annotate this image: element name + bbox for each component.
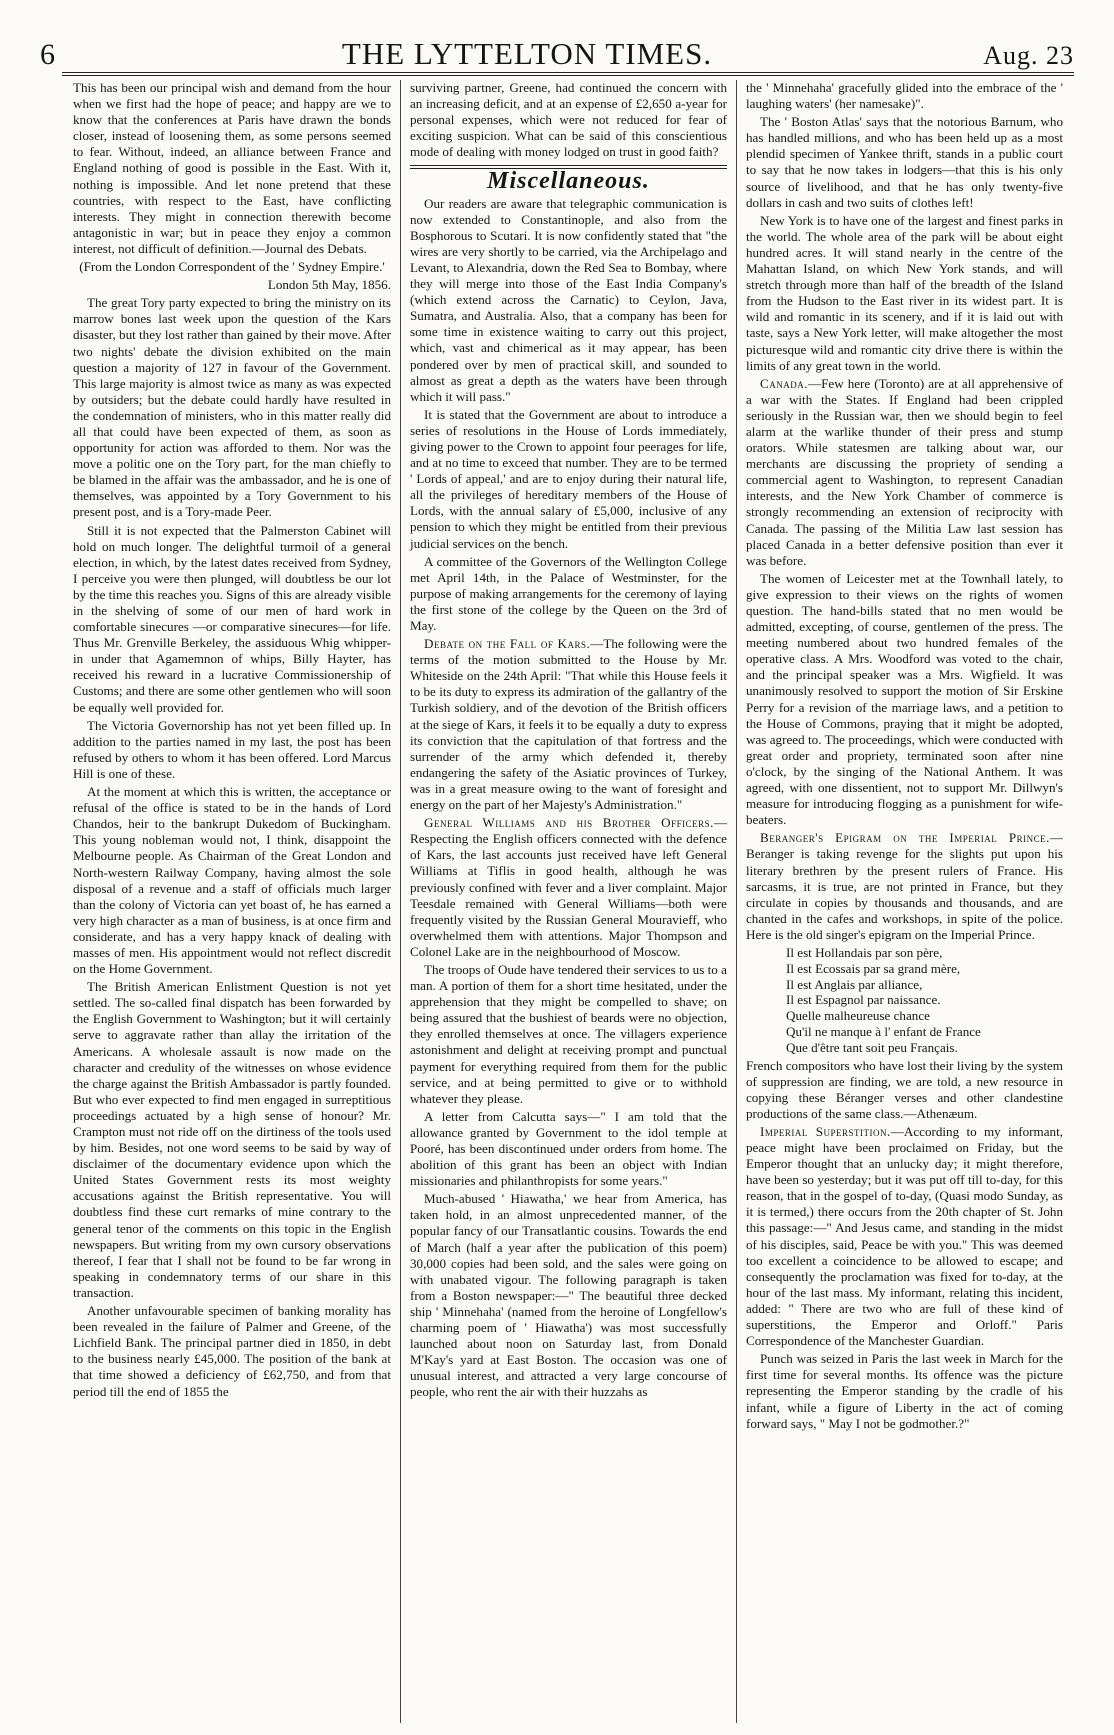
article-paragraph: [410, 815, 727, 960]
paragraph-body: —Beranger is taking revenge for the slights put upon his literary brethren by the present rulers of France. His sarcasms, it is true, are not printed in France, but they circulate in copies by thousands and thousands, and are chanted in the cafes and workshops, in spite of the police. Here is the old singer's epigram on the Imperial Prince.: [746, 830, 1063, 942]
paragraph-lead: General Williams and his Brother Officers.: [424, 815, 714, 831]
section-heading: Miscellaneous.: [487, 168, 650, 195]
page-number: 6: [40, 38, 55, 71]
article-paragraph: At the moment at which this is written, the acceptance or refusal of the office is stated to be in the hands of Lord Chandos, heir to the bankrupt Dukedom of Buckingham. This young nobleman would not, I think, disappoint the Melbourne people. As Chairman of the Great London and North-western Railway Company, having almost the sole disposal of a revenue and a staff of officials much larger than the colony of Victoria can yet boast of, he has earned a very high character as a man of business, is at once firm and considerate, and has a very happy knack of dealing with masses of men. His appointment would not reflect discredit on the Home Government.: [73, 784, 391, 977]
article-paragraph: [746, 830, 1063, 943]
paragraph-body: —Respecting the English officers connected with the defence of Kars, the last accounts just received have left General Williams at Tiflis in good health, although he was previously confined with fever and a liver complaint. Major Teesdale remained with General Williams—both were frequently visited by the Russian General Mouravieff, who overwhelmed them with attentions. Major Thompson and Colonel Lake are in the neighbourhood of Moscow.: [410, 815, 727, 959]
paragraph-body: —According to my informant, peace might have been proclaimed on Friday, but the Emperor thought that an unlucky day; it might therefore, have been so yesterday; but it was put off till to-day, for this reason, that in the gospel of to-day, (Quasi modo Sunday, as it is termed,) there occurs from the 20th chapter of St. John this passage:—" And Jesus came, and standing in the midst of his disciples, said, Peace be with you." This was deemed too excellent a coincidence to be allowed to escape; and consequently the proclamation was fixed for to-day, at the hour of the last mass. My informant, relating this incident, added: " There are two who are full of these kind of superstitions, the Emperor and Orloff." Paris Correspondence of the Manchester Guardian.: [746, 1123, 1063, 1349]
poem-line: Il est Espagnol par naissance.: [786, 992, 941, 1008]
article-paragraph: The ' Boston Atlas' says that the notorious Barnum, who has handled millions, and who has been held up as a most plendid specimen of Yankee thrift, stands in a public court to say that he now takes in lodgers—that this is his only source of livelihood, and that he has only twenty-five dollars in cash and two suits of clothes left!: [746, 114, 1063, 210]
column-1: [64, 80, 400, 1723]
poem-line: Qu'il ne manque à l' enfant de France: [786, 1023, 981, 1039]
column-3: [736, 80, 1072, 1723]
article-paragraph: [410, 636, 727, 813]
article-paragraph: The British American Enlistment Question is not yet settled. The so-called final dispatch has been forwarded by the English Government to Washington; but it will certainly serve to aggravate rather than allay the irritation of the Americans. A wholesale assault is now made on the character and credulity of the witnesses on whose evidence the charge against the British Ambassador is partly founded. But who ever expected to find men engaged in surreptitious proceedings actuated by a high sense of honour? Mr. Crampton must not ride off on the dirtiness of the tools used by him. Besides, not one word seems to be said by way of disclaimer of the documentary evidence upon which the United States Government rests its most weighty accusations against the British representative. You will doubtless find these curt remarks of mine contrary to the general tenor of the comments on this topic in the English newspapers. But writing from my own cursory observations thereof, I fear that I shall not be found to be far wrong in speaking in condemnatory terms of our share in this transaction.: [73, 979, 391, 1300]
masthead-rule: [62, 72, 1074, 73]
paragraph-body: —The following were the terms of the motion submitted to the House by Mr. Whiteside on the 24th April: "That while this House feels it to be its duty to express its admiration of the gallantry of the Turkish soldiery, and of the devotion of the British officers at the siege of Kars, it feels it to be equally a duty to express its conviction that the capitulation of that fortress and the surrender of the army which defended it, thereby endangering the safety of the Asiatic provinces of Turkey, was in a great measure owing to the want of foresight and energy on the part of her Majesty's Administration.": [410, 636, 727, 813]
masthead: [40, 36, 1074, 70]
masthead-rule: [62, 75, 1074, 76]
article-paragraph: French compositors who have lost their living by the system of suppression are finding, we are told, a new resource in copying these Béranger verses and other clandestine productions of the same class.—Athenæum.: [746, 1057, 1063, 1121]
article-paragraph: the ' Minnehaha' gracefully glided into the embrace of the ' laughing waters' (her namesake)".: [746, 80, 1063, 112]
article-columns: [64, 80, 1072, 1723]
dateline: London 5th May, 1856.: [267, 277, 391, 293]
poem-line: Il est Anglais par alliance,: [786, 976, 923, 992]
poem-line: Quelle malheureuse chance: [786, 1008, 930, 1024]
article-paragraph: The Victoria Governorship has not yet been filled up. In addition to the parties named in my last, the post has been refused by others to whom it has been offered. Lord Marcus Hill is one of these.: [73, 717, 391, 781]
article-paragraph: [746, 1124, 1063, 1349]
dateline: (From the London Correspondent of the ' Sydney Empire.': [79, 259, 385, 275]
poem-line: Il est Hollandais par son père,: [786, 944, 943, 960]
column-2: [400, 80, 736, 1723]
article-paragraph: Much-abused ' Hiawatha,' we hear from America, has taken hold, in an almost unprecedented manner, of the popular fancy of our Transatlantic cousins. Towards the end of March (half a year after the publication of this poem) 30,000 copies had been sold, and the sales were going on with unabated vigour. The following paragraph is taken from a Boston newspaper:—" The beautiful three decked ship ' Minnehaha' (named from the heroine of Longfellow's charming poem of ' Hiawatha') was most successfully launched about noon on Saturday last, from Donald M'Kay's yard at East Boston. The occasion was one of unusual interest, and attracted a very large concourse of people, who rent the air with their huzzahs as: [410, 1191, 727, 1400]
issue-date: Aug. 23: [983, 41, 1074, 70]
epigram-poem: [786, 945, 1063, 1056]
article-paragraph: The great Tory party expected to bring the ministry on its marrow bones last week upon the question of the Kars disaster, but they lost rather than gained by their move. After two nights' debate the division exhibited on the main question a majority of 127 in favour of the Government. This large majority is almost twice as many as was expected by outsiders; but the debate could hardly have resulted in the condemnation of ministers, who in this matter really did all that could have been expected of them, as soon as opportunity for action was afforded to them. Nor was the move a politic one on the Tory part, for the man chiefly to be blamed in the affair was the ambassador, and he is one of themselves, was appointed by a Tory Government to his present post, and is a Tory-made Peer.: [73, 295, 392, 520]
article-paragraph: It is stated that the Government are about to introduce a series of resolutions in the House of Lords immediately, giving power to the Crown to appoint four peerages for life, and at no time to exceed that number. They are to be termed ' Lords of appeal,' and are to enjoy during their natural life, all the privileges of hereditary members of the House of Lords, with the annual salary of £5,000, inclusive of any pension to which they might be entitled from their previous judicial services on the bench.: [410, 406, 727, 551]
poem-line: Que d'être tant soit peu Français.: [786, 1039, 958, 1055]
paragraph-lead: Beranger's Epigram on the Imperial Prince.: [760, 830, 1050, 846]
article-paragraph: The women of Leicester met at the Townhall lately, to give expression to their views on the rights of women question. The hand-bills stated that no men would be admitted, excepting, of course, gentlemen of the press. The meeting numbered about two hundred females of the operative class. A Mrs. Woodford was voted to the chair, and the principal speaker was a Mrs. Wigfield. It was unanimously resolved to support the motion of Sir Erskine Perry for a revision of the marriage laws, and a petition to the House of Commons, praying that it might be adopted, was agreed to. The proceedings, which were conducted with great order and propriety, terminated soon after nine o'clock, by the singing of the National Anthem. It was agreed, with one dissentient, not to support Mr. Dillwyn's measure for introducing flogging as a punishment for wife-beaters.: [746, 570, 1063, 828]
article-paragraph: The troops of Oude have tendered their services to us to a man. A portion of them for a short time hesitated, under the apprehension that they might be compelled to shave; on being assured that the bushiest of beards were no objection, they enrolled themselves at once. The villagers experience astonishment and delight at receiving prompt and punctual payment for everything required from them for the public service, and at being permitted to give or to withhold whatever they please.: [410, 961, 727, 1106]
paragraph-lead: Canada.: [760, 375, 809, 391]
article-paragraph: Still it is not expected that the Palmerston Cabinet will hold on much longer. The delightful turmoil of a general election, in which, by the latest dates received from Sydney, I perceive you were then plunged, will doubtless be our lot by the time this reaches you. Signs of this are already visible in the shelving of some of our men of hard work in comfortable sinecures —or comparative sinecures—for life. Thus Mr. Grenville Berkeley, the assiduous Whig whipper-in under that Agamemnon of whips, Billy Hayter, has received his reward in a lucrative Commissionership of Customs; and there are some other gentlemen who will soon be equally well provided for.: [73, 522, 391, 715]
article-paragraph: Our readers are aware that telegraphic communication is now extended to Constantinople, and also from the Bosphorous to Scutari. It is now confidently stated that "the wires are very shortly to be carried, via the Archipelago and Levant, to Alexandria, down the Red Sea to Bombay, where they will merge into those of the East India Company's (which extend across the Carnatic) to Ceylon, Java, Sumatra, and Australia. Also, that a company has been for some time in existence waiting to carry out this project, which, vast and chimerical as it may appear, has been pondered over by men of practical skill, and sounded to almost as great a depth as the waters have been through which it will pass.": [410, 195, 727, 404]
paragraph-body: —Few here (Toronto) are at all apprehensive of a war with the States. If England had been crippled seriously in the Russian war, then we should begin to feel alarm at the warlike thunder of their press and stump orators. While statesmen are talking about war, our merchants are discussing the propriety of sending a commercial agent to Washington, to represent Canadian interests, and the New York Chamber of commerce is strongly recommending an extension of reciprocity with Canada. The passing of the Militia Law last session has placed Canada in a better defensive position than ever it was before.: [746, 375, 1063, 568]
article-paragraph: A committee of the Governors of the Wellington College met April 14th, in the Palace of Westminster, for the purpose of making arrangements for the ceremony of laying the first stone of the college by the Queen on the 3rd of May.: [410, 553, 727, 633]
poem-line: Il est Ecossais par sa grand mère,: [786, 960, 961, 976]
article-paragraph: surviving partner, Greene, had continued the concern with an increasing deficit, and at an expense of £2,650 a-year for personal expenses, which were not reduced for fear of exciting suspicion. What can be said of this conscientious mode of dealing with money lodged on trust in good faith?: [410, 80, 727, 160]
article-paragraph: Punch was seized in Paris the last week in March for the first time for several months. Its offence was the picture representing the Emperor standing by the cradle of his infant, while a figure of Liberty in the act of coming forward says, " May I not be godmother.?": [746, 1351, 1063, 1431]
article-paragraph: This has been our principal wish and demand from the hour when we first had the hope of peace; and happy are we to know that the conferences at Paris have drawn the bonds closer, instead of loosening them, as some persons seemed to fear. Without, indeed, an alliance between France and England nothing of good is possible in the East. With it, nothing is impossible. And let none pretend that these countries, with respect to the East, have conflicting interests. They might in connection therewith become antagonistic in war; but in peace they enjoy a common interest, not difficult of definition.—Journal des Debats.: [73, 80, 391, 256]
article-paragraph: [746, 376, 1063, 569]
paragraph-lead: Imperial Superstition.: [760, 1123, 891, 1139]
paragraph-lead: Debate on the Fall of Kars.: [424, 636, 591, 652]
article-paragraph: Another unfavourable specimen of banking morality has been revealed in the failure of Palmer and Greene, of the Lichfield Bank. The principal partner died in 1850, in debt to the business nearly £45,000. The position of the bank at that time showed a deficiency of £62,750, and from that period till the end of 1855 the: [73, 1303, 391, 1399]
article-paragraph: New York is to have one of the largest and finest parks in the world. The whole area of the park will be about eight hundred acres. It will stand nearly in the centre of the Mahattan Island, on which New York stands, and will stretch through more than half of the breadth of the Island from the Hudson to the East river in its widest part. It is wild and romantic in its scenery, and if it is laid out with taste, says a New York letter, will make altogether the most picturesque wild and romantic city drive there is within the limits of any great town in the world.: [746, 212, 1063, 373]
article-paragraph: A letter from Calcutta says—" I am told that the allowance granted by Government to the idol temple at Pooré, has been discontinued under orders from home. The abolition of this grant has been an object with Indian missionaries and philanthropists for some years.": [410, 1108, 727, 1189]
newspaper-title: THE LYTTELTON TIMES.: [341, 36, 713, 71]
